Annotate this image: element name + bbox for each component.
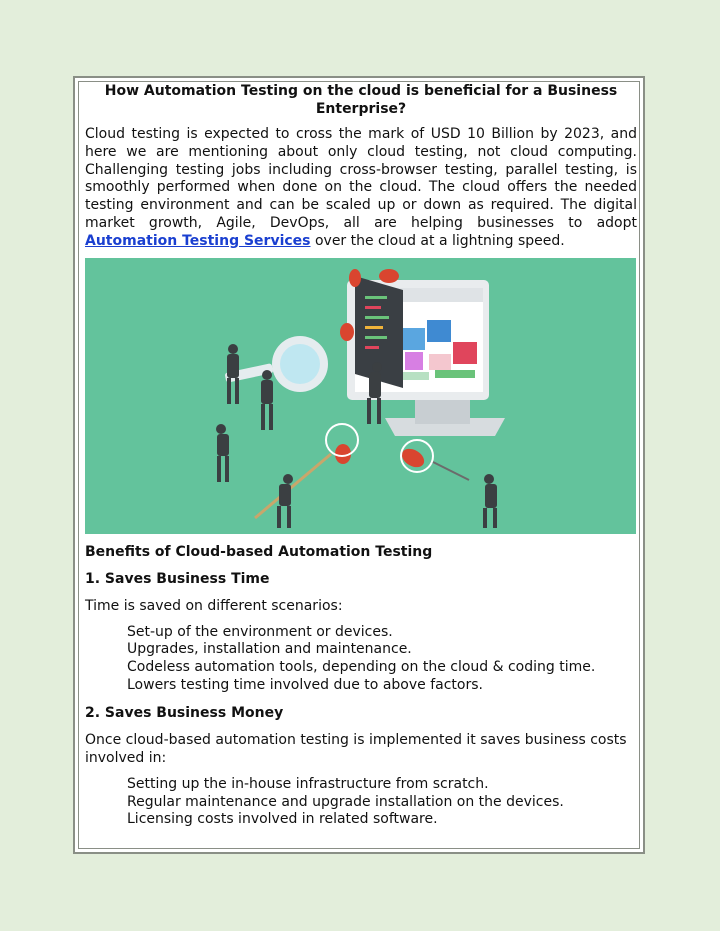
magnifier-illustration — [224, 336, 328, 392]
list-item: Upgrades, installation and maintenance. — [127, 641, 412, 658]
section1-lead: Time is saved on different scenarios: — [85, 597, 343, 614]
list-item: Setting up the in-house infrastructure from scratch. — [127, 775, 489, 792]
list-item: Codeless automation tools, depending on the cloud & coding time. — [127, 659, 596, 676]
intro-paragraph — [85, 126, 637, 251]
section2-heading: 2. Saves Business Money — [85, 704, 284, 721]
section1-heading: 1. Saves Business Time — [85, 570, 270, 587]
section2-lead: Once cloud-based automation testing is implemented it saves business costs involved in: — [85, 731, 627, 766]
section2-list — [85, 776, 637, 829]
automation-testing-services-link[interactable]: Automation Testing Services — [85, 232, 311, 249]
intro-tail: over the cloud at a lightning speed. — [310, 232, 565, 249]
document-frame — [73, 76, 645, 854]
document-content — [85, 82, 637, 829]
list-item: Lowers testing time involved due to above factors. — [127, 676, 483, 693]
list-item: Regular maintenance and upgrade installation on the devices. — [127, 793, 564, 810]
intro-text: Cloud testing is expected to cross the mark of USD 10 Billion by 2023, and here we are mentioning about only cloud testing, not cloud computing. Challenging testing jobs including cross-browser testing, parallel testing, is smoothly performed when done on the cloud. The cloud offers the needed testing environment and can be scaled up or down as required. The digital market growth, Agile, DevOps, all are helping businesses to adopt — [85, 126, 637, 231]
list-item: Set-up of the environment or devices. — [127, 623, 393, 640]
illustration-cloud-testing — [85, 258, 636, 534]
benefits-heading: Benefits of Cloud-based Automation Testing — [85, 543, 433, 560]
section1-list — [85, 624, 637, 695]
list-item: Licensing costs involved in related software. — [127, 811, 438, 828]
document-title: How Automation Testing on the cloud is beneficial for a Business Enterprise? — [104, 83, 618, 117]
